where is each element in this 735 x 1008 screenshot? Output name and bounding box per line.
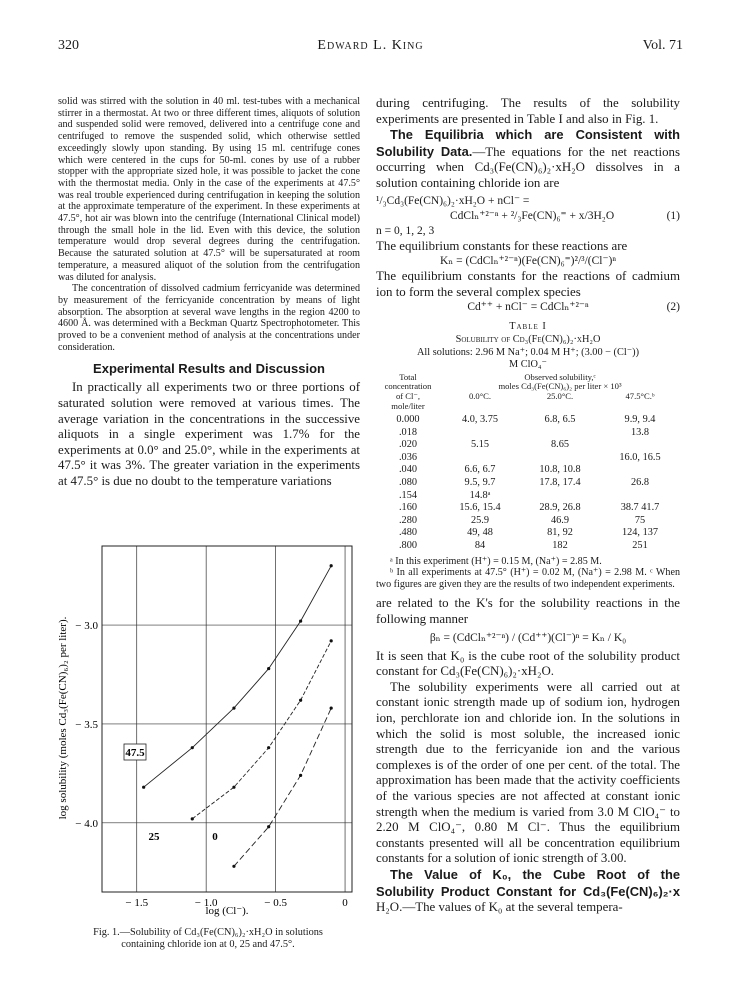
data-point: [232, 786, 235, 789]
table-cell: 38.7 41.7: [620, 502, 660, 514]
table-cell: [520, 452, 600, 465]
equation-2: [376, 300, 680, 315]
table-cell: 182: [552, 540, 568, 552]
table-cell: .800: [398, 540, 418, 552]
x-tick-label: 0: [342, 897, 348, 909]
caption-line-1: Fig. 1.—Solubility of Cd₃(Fe(CN)₆)₂·xH₂O in solutions: [93, 927, 323, 938]
table-cell: 84: [474, 540, 486, 552]
table-row: [376, 540, 680, 553]
table-cell: 25.9: [470, 514, 490, 526]
right-column: [376, 96, 680, 916]
table-cell: 6.6, 6.7: [464, 464, 496, 476]
table-cell: 81, 92: [547, 527, 573, 539]
data-point: [330, 707, 333, 710]
data-point: [232, 865, 235, 868]
data-point: [267, 746, 270, 749]
k0-section-tail: H₂O.—The values of K₀ at the several tempera-: [376, 900, 623, 915]
footnotes: [376, 556, 680, 591]
results-paragraph: In practically all experiments two or three portions of saturated solution were removed at various times. The average variation in the concentrations in the successive aliquots in a single experiment was 1.7% for the experiments at 0.0° and 25.0°, while in the experiments at 47.5° it was 3%. The greater variation in the experiments at 47.5° is due no doubt to the temperature variations: [58, 380, 360, 489]
data-point: [299, 774, 302, 777]
data-point: [267, 825, 270, 828]
x-axis-label: log (Cl⁻).: [205, 905, 249, 917]
data-point: [299, 620, 302, 623]
table-cell: 124, 137: [621, 527, 659, 539]
table-cell: 26.8: [630, 477, 650, 489]
table-cell: .160: [398, 502, 418, 514]
table-cell: 13.8: [630, 426, 650, 438]
k0-paragraph: It is seen that K₀ is the cube root of the solubility product constant for Cd₃(Fe(CN)₆)₂·xH₂O.: [376, 648, 680, 679]
table-conditions-2: M ClO₄⁻: [509, 359, 547, 371]
table-cell: [600, 490, 680, 503]
table-cell: [520, 490, 600, 503]
volume-label: Vol. 71: [642, 38, 683, 53]
solubility-table: [376, 373, 680, 553]
table-cell: 75: [634, 514, 646, 526]
section-title: Experimental Results and Discussion: [93, 361, 325, 377]
head-total: Total: [399, 371, 417, 382]
data-point: [191, 746, 194, 749]
table-cell: 5.15: [470, 439, 490, 451]
table-cell: 49, 48: [467, 527, 493, 539]
head-unit: mole/liter: [391, 400, 425, 411]
data-point: [330, 639, 333, 642]
beta-equation: βₙ = (CdClₙ⁺²⁻ⁿ) / (Cd⁺⁺)(Cl⁻)ⁿ = Kₙ / K₀: [429, 631, 627, 644]
head-t0: 0.0°C.: [468, 390, 492, 401]
x-tick-label: − 0.5: [264, 897, 287, 909]
plot-curves: [144, 566, 332, 867]
table-cell: 15.6, 15.4: [459, 502, 501, 514]
left-column: [58, 96, 360, 490]
table-cell: .154: [398, 489, 418, 501]
head-moles: moles Cd₃(Fe(CN)₆)₂ per liter × 10³: [498, 381, 622, 392]
table-cell: 17.8, 17.4: [539, 477, 581, 489]
table-cell: [440, 452, 520, 465]
footnote-b: ᵇ In all experiments at 47.5° (H⁺) = 0.02 M, (Na⁺) = 2.98 M. ᶜ When two figures are given they are the results of two independent experiments.: [376, 567, 680, 590]
page-number: 320: [58, 38, 79, 53]
table-cell: 16.0, 16.5: [619, 451, 661, 463]
cadmium-paragraph: The equilibrium constants for the reactions of cadmium ion to form the several complex species: [376, 269, 680, 299]
table-row: [376, 414, 680, 427]
plot-frame: [102, 546, 352, 892]
table-row: [376, 452, 680, 465]
table-cell: 9.5, 9.7: [464, 477, 496, 489]
k0-section-title: The Value of K₀, the Cube Root of the Solubility Product Constant for Cd₃(Fe(CN)₆)₂·x: [376, 866, 680, 899]
table-conditions-1: All solutions: 2.96 M Na⁺; 0.04 M H⁺; (3.00 − (Cl⁻)): [416, 346, 640, 358]
table-cell: [600, 464, 680, 477]
equilibria-title: The Equilibria which are Consistent with Solubility Data.: [376, 127, 680, 159]
plot-grid: [102, 546, 352, 892]
table-cell: 6.8, 6.5: [544, 414, 576, 426]
footnote-a: ᵃ In this experiment (H⁺) = 0.15 M, (Na⁺) = 2.85 M.: [390, 555, 602, 567]
figure-1: [52, 538, 364, 922]
x-tick-label: − 1.5: [125, 897, 149, 909]
data-point: [191, 817, 194, 820]
data-point: [232, 707, 235, 710]
related-paragraph: are related to the K's for the solubility reactions in the following manner: [376, 596, 680, 626]
series-line-2: [234, 708, 331, 866]
table-row: [376, 427, 680, 440]
table-cell: .040: [398, 464, 418, 476]
table-cell: 10.8, 10.8: [539, 464, 581, 476]
eq1-number: (1): [666, 209, 680, 222]
table-cell: 0.000: [396, 414, 420, 426]
plot-points: [142, 564, 333, 868]
ionic-strength-paragraph: The solubility experiments were all carried out at constant ionic strength made up of sodium ion, hydrogen ion, perchlorate ion and chloride ion. In the solutions in which the solid is most soluble, the increased ionic strength due to the ferricyanide ion and the various complexes is of the order of one per cent. of the total. The approximation has been made that the activity coefficients of the various species are not affected at constant ionic strength when the medium is varied from 3.0 M ClO₄⁻ to 2.20 M ClO₄⁻, 0.80 M Cl⁻. Thus the equilibrium constants presented will all be concentration equilibrium constants for a solution of ionic strength of 3.00.: [376, 679, 680, 866]
head-concentration: concentration: [384, 381, 432, 392]
table-row: [376, 439, 680, 452]
table-cell: .080: [398, 477, 418, 489]
y-axis-label: log solubility (moles Cd₃(Fe(CN)₆)₂ per liter).: [57, 616, 69, 820]
table-cell: .480: [398, 527, 418, 539]
curve-label-25: 25: [148, 831, 160, 843]
footnote-c: ᶜ When two figures are given they are the results of two independent experiments.: [376, 567, 680, 590]
table-subtitle: Solubility of Cd₃(Fe(CN)₆)₂·xH₂O: [455, 333, 601, 345]
table-cell: 28.9, 26.8: [539, 502, 581, 514]
x-tick-label: − 1.0: [194, 897, 218, 909]
table-cell: [520, 427, 600, 440]
eq1-left: ¹/₃Cd₃(Fe(CN)₆)₂·xH₂O + nCl⁻ =: [376, 194, 530, 207]
table-cell: [600, 439, 680, 452]
table-cell: 14.8ᵃ: [469, 489, 491, 501]
table-row: [376, 477, 680, 490]
plot-ticks: [75, 620, 348, 909]
data-point: [330, 564, 333, 567]
concentration-paragraph: The concentration of dissolved cadmium ferricyanide was determined by measurement of the ferricyanide concentration by means of light absorption. The absorption at several wave lengths in the region 4200 to 4600 Å. was determined with a Beckman Quartz Spectrophotometer. This proved to be a convenient method of analysis at the concentrations under consideration.: [58, 283, 360, 353]
series-line-0: [144, 566, 332, 787]
table-cell: 4.0, 3.75: [461, 414, 499, 426]
table-row: [376, 490, 680, 503]
table-cell: .020: [398, 439, 418, 451]
equilibria-paragraph: —The equations for the net reactions occurring when Cd₃(Fe(CN)₆)₂·xH₂O dissolves in a solution containing chloride ion are: [376, 144, 680, 190]
head-of-cl: of Cl⁻,: [395, 390, 421, 401]
head-t47: 47.5°C.ᵇ: [625, 390, 655, 401]
method-paragraph: solid was stirred with the solution in 40 ml. test-tubes with a mechanical stirrer in a thermostat. At two or three different times, aliquots of solution and suspended solid were removed, delivered into a centrifuge cone and centrifuged to remove the suspended solid, which otherwise settled exceedingly slowly upon standing. By using 15 ml. centrifuge cones which were centered in the cups for 50-ml. cones by use of a rubber stopper with the appropriate sized hole, it was possible to jacket the cone with the thermostat media. Only in the case of the experiments at 47.5° was real trouble experienced during centrifugation in keeping the solution at the approximate temperature of the experiment. In these experiments at 47.5°, hot air was blown into the centrifuge (International Clinical model) through the small hole in the lid. Even with this device, the solution temperature would drop several degrees during the centrifugation. Because the saturated solution at 47.5° will be supersaturated at room temperature, a measured aliquot of the solution from the centrifugation was diluted for analysis.: [58, 96, 360, 283]
solubility-plot: [52, 538, 364, 922]
curve-label-0: 0: [212, 831, 218, 843]
eq1-right: CdClₙ⁺²⁻ⁿ + ²/₃Fe(CN)₆⁼ + x/3H₂O: [450, 209, 615, 222]
table-title: Table I: [509, 321, 547, 333]
table-cell: .036: [398, 451, 418, 463]
table-row: [376, 527, 680, 540]
y-tick-label: − 3.5: [75, 718, 98, 731]
table-cell: .018: [398, 426, 418, 438]
data-point: [267, 667, 270, 670]
caption-line-2: containing chloride ion at 0, 25 and 47.5°.: [121, 939, 295, 950]
running-header: [58, 38, 683, 58]
intro-paragraph: during centrifuging. The results of the solubility experiments are presented in Table I and also in Fig. 1.: [376, 96, 680, 126]
k-intro: The equilibrium constants for these reactions are: [376, 238, 628, 253]
y-tick-label: − 4.0: [75, 817, 98, 830]
table-cell: 46.9: [550, 514, 570, 526]
table-cell: .280: [398, 514, 418, 526]
table-cell: 8.65: [550, 439, 570, 451]
table-row: [376, 464, 680, 477]
curve-label-47-5: 47.5: [125, 747, 145, 759]
n-values: n = 0, 1, 2, 3: [376, 224, 435, 237]
head-observed: Observed solubility,ᶜ: [524, 371, 596, 382]
table-cell: 9.9, 9.4: [624, 414, 656, 426]
table-row: [376, 515, 680, 528]
data-point: [142, 786, 145, 789]
series-line-1: [192, 641, 331, 819]
table-row: [376, 502, 680, 515]
data-point: [299, 699, 302, 702]
table-cell: 251: [632, 540, 648, 552]
equation-1: [376, 194, 680, 224]
eq2-body: Cd⁺⁺ + nCl⁻ = CdClₙ⁺²⁻ⁿ: [467, 301, 589, 314]
head-t25: 25.0°C.: [546, 390, 574, 401]
running-author: Edward L. King: [317, 38, 424, 53]
y-tick-label: − 3.0: [75, 620, 98, 633]
k-equation: Kₙ = (CdClₙ⁺²⁻ⁿ)(Fe(CN)₆⁼)²/³/(Cl⁻)ⁿ: [439, 255, 617, 268]
figure-caption: [52, 927, 364, 951]
table-1: [376, 321, 680, 590]
table-cell: [440, 427, 520, 440]
eq2-number: (2): [666, 301, 680, 314]
